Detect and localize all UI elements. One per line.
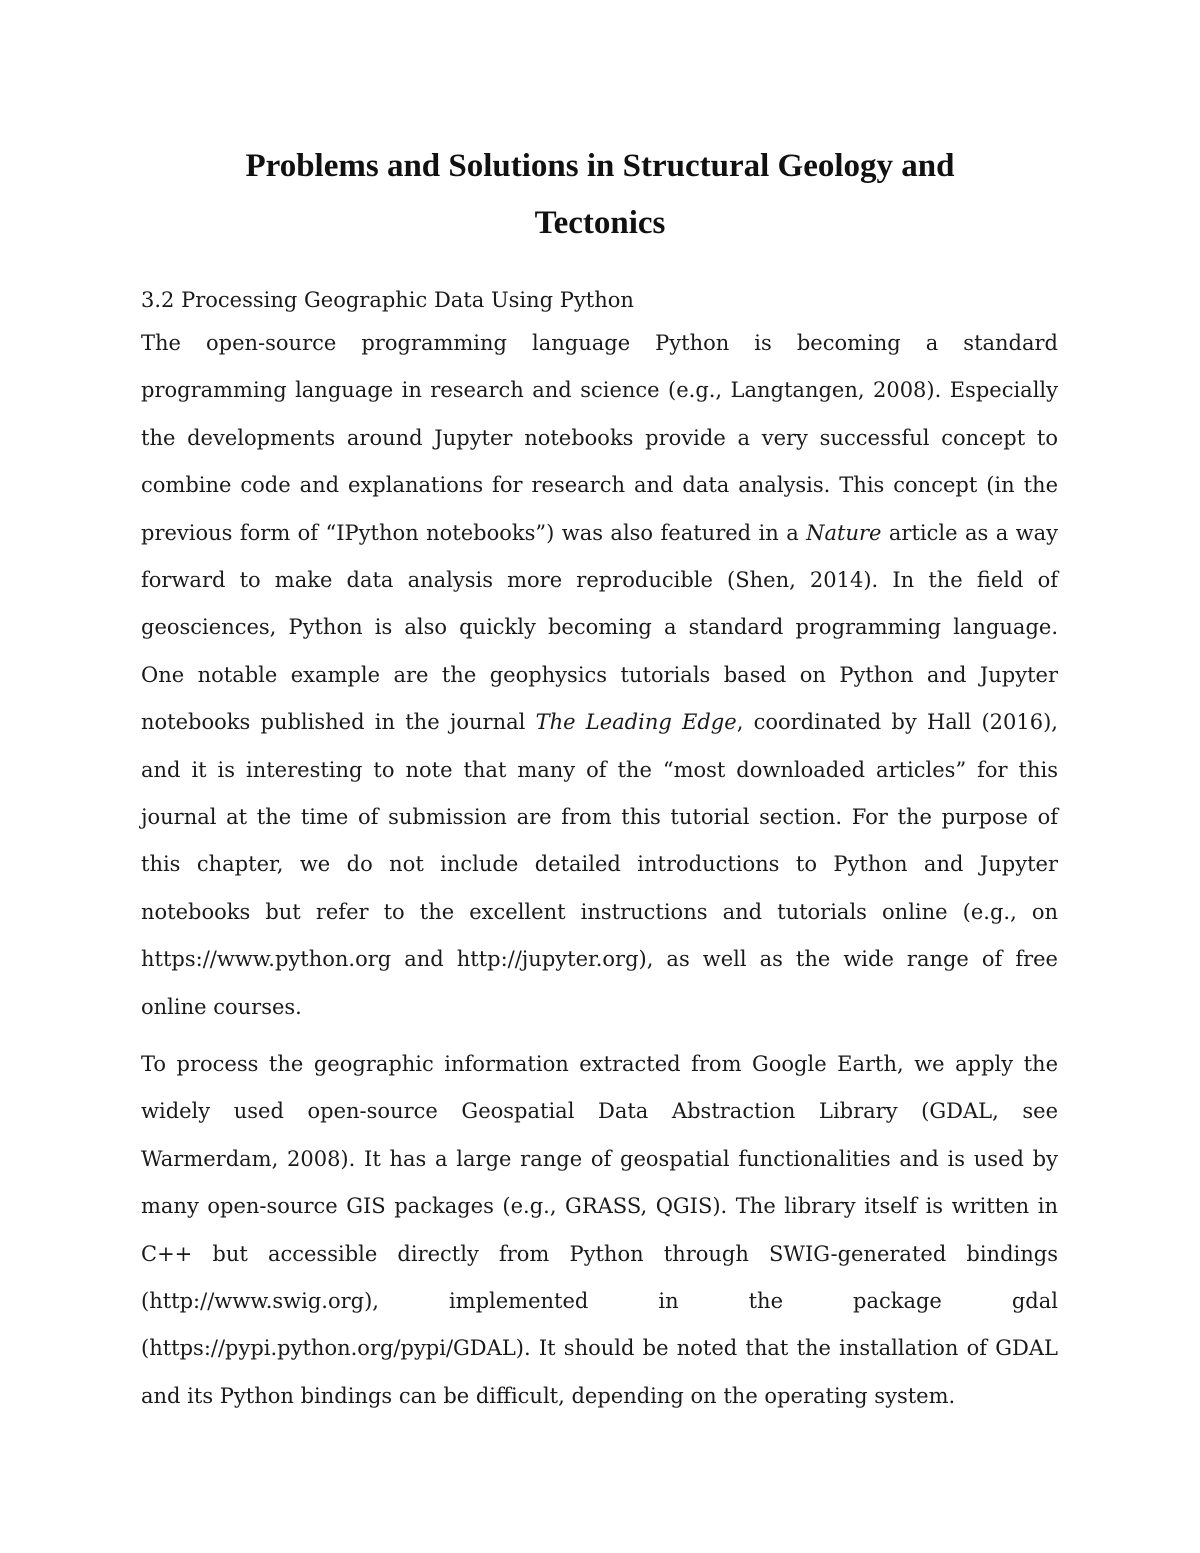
paragraph-python-intro xyxy=(141,320,1058,1031)
paragraph-1-part-2: article as a way forward to make data analysis more reproducible (Shen, 2014). In the field of geosciences, Python is also quickly becoming a standard programming language. One notable example are the geophysics tutorials based on Python and Jupyter notebooks published in the journal xyxy=(141,520,1058,735)
paragraph-gdal: To process the geographic information extracted from Google Earth, we apply the widely used open-source Geospatial Data Abstraction Library (GDAL, see Warmerdam, 2008). It has a large range of geospatial functionalities and is used by many open-source GIS packages (e.g., GRASS, QGIS). The library itself is written in C++ but accessible directly from Python through SWIG-generated bindings (http://www.swig.org), implemented in the package gdal (https://pypi.python.org/pypi/GDAL). It should be noted that the installation of GDAL and its Python bindings can be difficult, depending on the operating system. xyxy=(141,1052,1058,1408)
leading-edge-journal-name: The Leading Edge xyxy=(535,710,737,735)
nature-journal-name: Nature xyxy=(806,520,882,545)
document-title xyxy=(140,138,1060,252)
section-heading: 3.2 Processing Geographic Data Using Python xyxy=(141,288,634,312)
paragraph-1-part-3: , coordinated by Hall (2016), and it is interesting to note that many of the “most downloaded articles” for this journal at the time of submission are from this tutorial section. For the purpose of this chapter, we do not include detailed introductions to Python and Jupyter notebooks but refer to the excellent instructions and tutorials online (e.g., on https://www.python.org and http://jupyter.org), as well as the wide range of free online courses. xyxy=(141,710,1058,1019)
document-title-line-1: Problems and Solutions in Structural Geology and xyxy=(245,148,955,184)
document-title-line-2: Tectonics xyxy=(534,205,666,241)
paragraph-1-part-1: The open-source programming language Python is becoming a standard programming language in research and science (e.g., Langtangen, 2008). Especially the developments around Jupyter notebooks provide a very successful concept to combine code and explanations for research and data analysis. This concept (in the previous form of “IPython notebooks”) was also featured in a xyxy=(141,331,1058,545)
